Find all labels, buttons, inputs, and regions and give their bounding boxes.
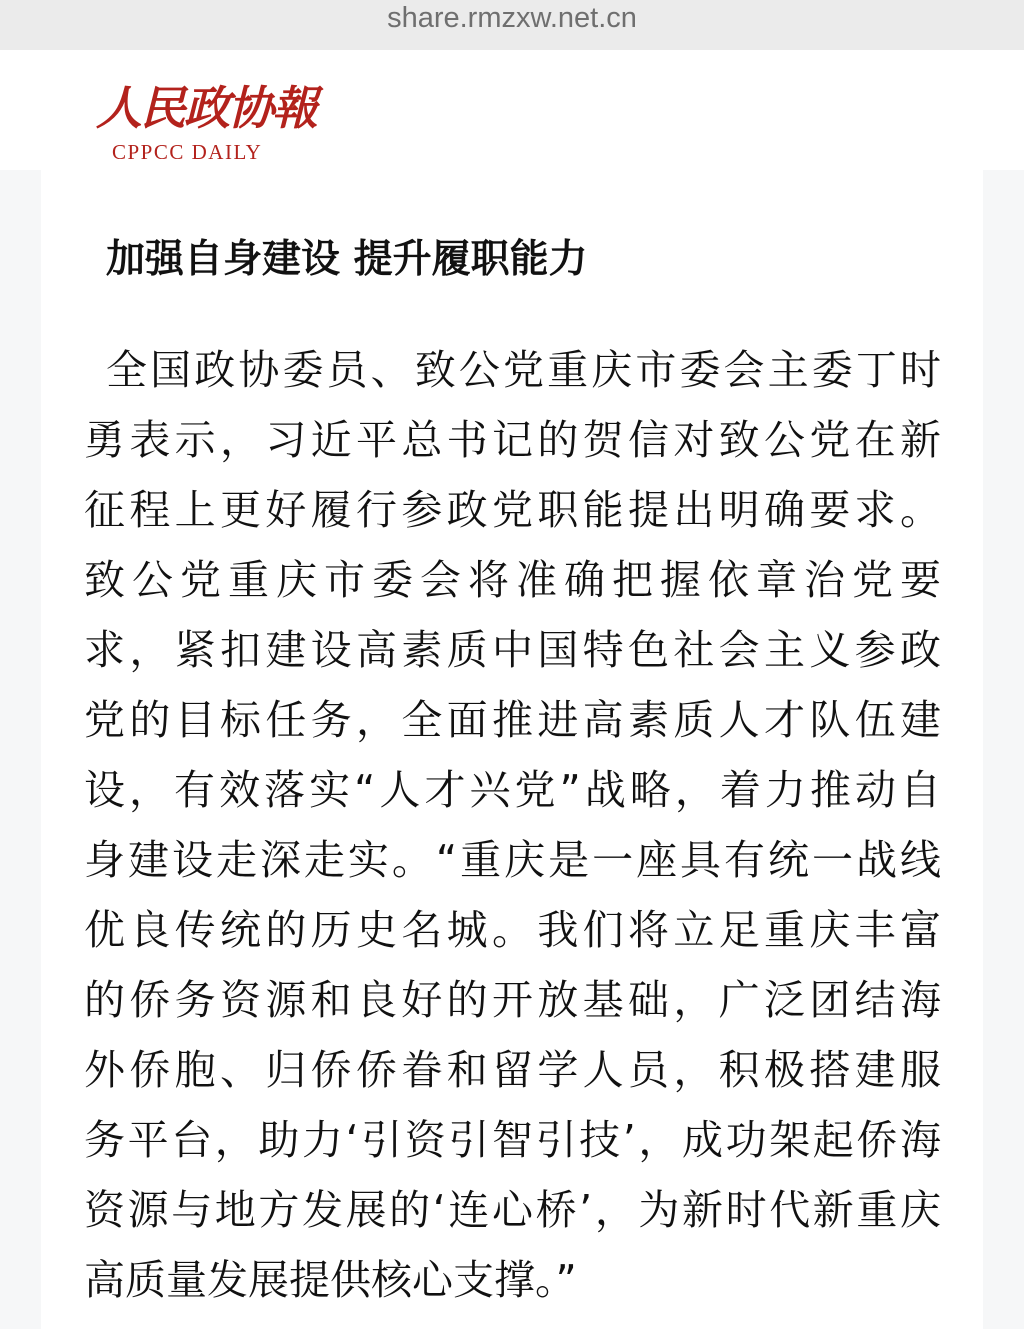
url-bar[interactable] bbox=[0, 0, 1024, 50]
paragraph-line: 党的目标任务，全面推进高素质人才队伍建 bbox=[84, 696, 941, 744]
site-header bbox=[0, 50, 1024, 170]
paragraph-line: 致公党重庆市委会将准确把握依章治党要 bbox=[84, 556, 941, 604]
paragraph-line: 外侨胞、归侨侨眷和留学人员，积极搭建服 bbox=[84, 1046, 941, 1094]
paragraph-line: 设，有效落实“人才兴党”战略，着力推动自 bbox=[84, 766, 941, 814]
url-text: share.rmzxw.net.cn bbox=[387, 2, 637, 34]
paragraph-line: 资源与地方发展的‘连心桥’，为新时代新重庆 bbox=[84, 1186, 941, 1234]
paragraph-line: 勇表示，习近平总书记的贺信对致公党在新 bbox=[84, 416, 941, 464]
article-title: 加强自身建设 提升履职能力 bbox=[106, 237, 588, 282]
paragraph-line: 的侨务资源和良好的开放基础，广泛团结海 bbox=[84, 976, 941, 1024]
site-logo[interactable]: 人民政协報 bbox=[96, 81, 316, 135]
paragraph-line: 高质量发展提供核心支撑。” bbox=[84, 1256, 577, 1304]
paragraph-line: 求，紧扣建设高素质中国特色社会主义参政 bbox=[84, 626, 941, 674]
site-logo-subtitle: CPPCC DAILY bbox=[112, 140, 263, 164]
paragraph-line: 身建设走深走实。“重庆是一座具有统一战线 bbox=[84, 836, 941, 884]
paragraph-line: 务平台，助力‘引资引智引技’，成功架起侨海 bbox=[84, 1116, 941, 1164]
article-card bbox=[41, 170, 983, 1329]
paragraph-line: 优良传统的历史名城。我们将立足重庆丰富 bbox=[84, 906, 941, 954]
article-body bbox=[84, 335, 941, 1315]
paragraph-line: 全国政协委员、致公党重庆市委会主委丁时 bbox=[106, 346, 941, 394]
paragraph-line: 征程上更好履行参政党职能提出明确要求。 bbox=[84, 486, 941, 534]
